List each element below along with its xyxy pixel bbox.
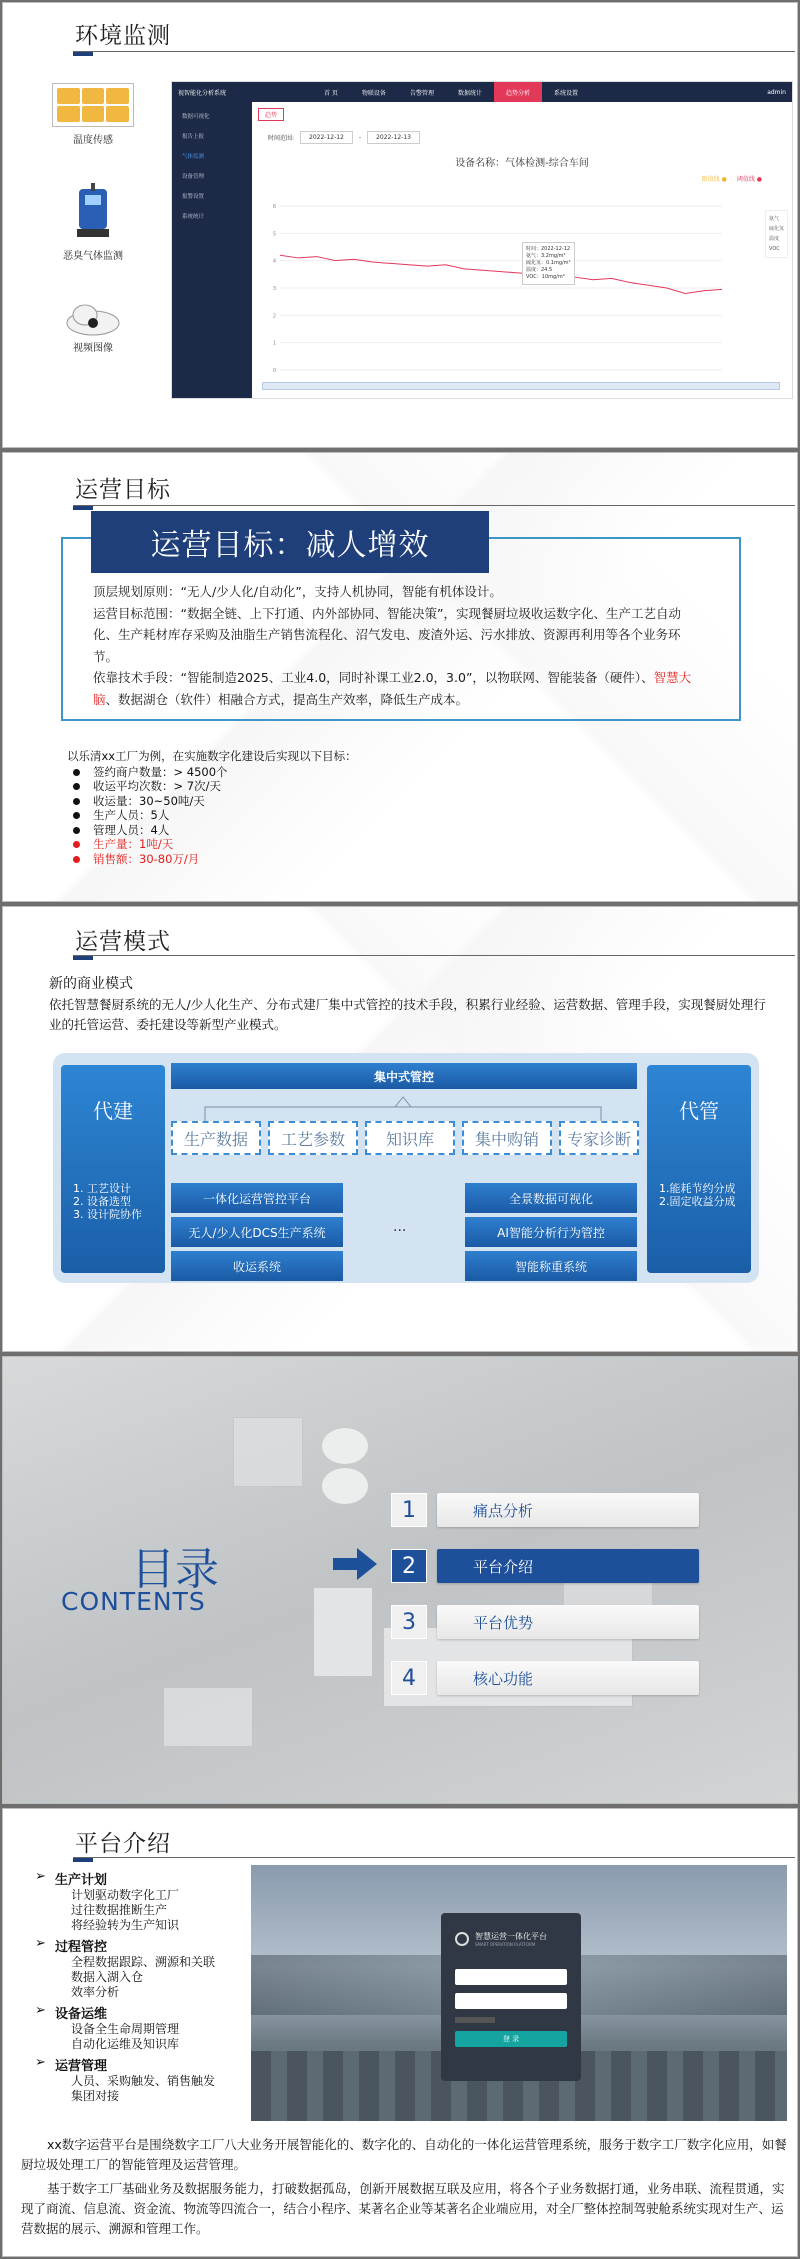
app-main (252, 102, 792, 398)
card-item: 3. 设计院协作 (73, 1208, 142, 1221)
app-tab[interactable]: 趋势 (258, 108, 284, 121)
end-date[interactable]: 2022-12-13 (367, 131, 420, 144)
slide-title: 运营模式 (75, 929, 171, 955)
target-item: 收运量：30~50吨/天 (67, 794, 357, 809)
side-item[interactable]: 报警设置 (182, 194, 205, 200)
title-divider (73, 505, 795, 506)
temperature-sensor (43, 83, 143, 146)
feature-group (35, 2055, 215, 2104)
goal-line-text: “智能制造2025、工业4.0，同时补课工业2.0，3.0”，以物联网、智能装备（硬件）、 (180, 670, 654, 685)
nav-trend[interactable]: 趋势分析 (494, 82, 542, 102)
title-divider (73, 1857, 795, 1858)
login-subtitle: SMART OPERATION PLATFORM (475, 1942, 536, 1947)
camera-image (63, 301, 123, 337)
password-input[interactable] (455, 1993, 567, 2009)
sensor-label: 视频图像 (73, 343, 113, 354)
feature-list (35, 1869, 215, 2107)
title-divider (73, 51, 795, 52)
chart-zoom-slider[interactable] (262, 382, 780, 390)
left-bar: 一体化运营管控平台 (171, 1183, 343, 1213)
y-tick-label: 4 (272, 258, 276, 265)
time-label: 时间范围: (268, 135, 295, 142)
legend-item[interactable]: 氨气 (768, 216, 779, 222)
build-card (61, 1065, 165, 1273)
goal-line-text: “无人/少人化/自动化”，支持人机协同，智能有机体设计。 (180, 584, 502, 599)
goal-line (93, 581, 705, 603)
legend-item[interactable]: 硫化氢 (768, 226, 784, 232)
y-tick-label: 0 (272, 368, 276, 374)
toc-item-core-functions[interactable]: 核心功能 (437, 1661, 699, 1695)
goal-text (93, 581, 705, 710)
legend-item[interactable]: 温度 (768, 236, 779, 242)
targets-list (67, 749, 357, 866)
tooltip-line: 时间：2022-12-12 (526, 246, 571, 252)
nav-settings[interactable]: 系统设置 (553, 89, 578, 97)
feature-item: 人员、采购触发、销售触发 (71, 2074, 216, 2088)
monitoring-app-screenshot (171, 81, 793, 399)
target-item: 签约商户数量：> 4500个 (67, 765, 357, 780)
tooltip-line: VOC：10mg/m³ (526, 274, 565, 280)
bracket (203, 1093, 603, 1123)
time-filter (268, 131, 792, 144)
slide-contents (2, 1356, 798, 1804)
toc-num: 4 (391, 1661, 427, 1695)
side-item[interactable]: 数据可视化 (182, 114, 210, 120)
card-item: 2. 设备选型 (73, 1195, 131, 1208)
mode-diagram (53, 1053, 759, 1283)
goal-line-label: 顶层规划原则： (93, 584, 181, 599)
side-item[interactable]: 设备管理 (182, 174, 205, 180)
right-bar: AI智能分析行为管控 (465, 1217, 637, 1247)
toc-num: 1 (391, 1493, 427, 1527)
card-item: 1.能耗节约分成 (659, 1182, 736, 1195)
odor-gas-monitor (43, 183, 143, 262)
legend-item[interactable]: VOC (768, 246, 780, 252)
side-item[interactable]: 气体监测 (182, 154, 205, 160)
section-heading: 新的商业模式 (49, 976, 133, 992)
login-panel (441, 1913, 581, 2081)
y-tick-label: 6 (272, 204, 276, 210)
nav-stats[interactable]: 数据统计 (457, 89, 482, 97)
login-title: 智慧运营一体化平台 (475, 1932, 547, 1941)
right-bar: 智能称重系统 (465, 1251, 637, 1281)
goal-line-label: 运营目标范围： (93, 605, 181, 621)
chip-production-data: 生产数据 (171, 1121, 261, 1155)
y-tick-label: 1 (272, 340, 276, 347)
target-item: 生产人员：5人 (67, 808, 357, 823)
toc-item-advantages[interactable]: 平台优势 (437, 1605, 699, 1639)
toc-item-pain-points[interactable]: 痛点分析 (437, 1493, 699, 1527)
slide-title: 平台介绍 (75, 1831, 171, 1857)
slide-title: 环境监测 (75, 23, 171, 49)
slide-title: 运营目标 (75, 477, 171, 503)
slide-environment-monitoring (2, 2, 798, 448)
target-item: 管理人员：4人 (67, 823, 357, 838)
goal-line (93, 603, 705, 668)
left-bar: 无人/少人化DCS生产系统 (171, 1217, 343, 1247)
goal-line-text: 、数据湖仓（软件）相融合方式，提高生产效率，降低生产成本。 (105, 691, 469, 707)
central-control-bar: 集中式管控 (171, 1063, 637, 1089)
feature-heading: ➢ 过程管控 (35, 1936, 215, 1955)
y-tick-label: 3 (272, 286, 276, 292)
nav-devices[interactable]: 物联设备 (361, 89, 386, 97)
chip-process-params: 工艺参数 (268, 1121, 358, 1155)
card-items (659, 1182, 751, 1208)
feature-group (35, 2003, 215, 2052)
date-sep: - (358, 134, 362, 141)
side-item[interactable]: 系统统计 (182, 214, 205, 220)
limit-line-toggle[interactable]: 限值线 ● (701, 176, 727, 183)
toc-num: 2 (391, 1549, 427, 1583)
goal-highlight: 智慧大脑 (93, 670, 692, 707)
card-item: 2.固定收益分成 (659, 1195, 736, 1208)
left-bar: 收运系统 (171, 1251, 343, 1281)
feature-heading: ➢ 运营管理 (35, 2055, 215, 2074)
contents-title: 目录 (131, 1544, 219, 1595)
target-item: 收运平均次数：> 7次/天 (67, 779, 357, 794)
nav-home[interactable]: 首 页 (324, 89, 338, 97)
feature-heading: ➢ 设备运维 (35, 2003, 215, 2022)
feature-item: 集团对接 (71, 2089, 120, 2103)
username-input[interactable] (455, 1969, 567, 1985)
goal-banner: 运营目标：减人增效 (91, 511, 489, 573)
gas-detector-image (73, 183, 113, 243)
toc-num: 3 (391, 1605, 427, 1639)
toc-item-platform-intro[interactable]: 平台介绍 (437, 1549, 699, 1583)
ellipsis: ... (393, 1219, 407, 1235)
sensor-label: 恶臭气体监测 (63, 251, 123, 262)
app-nav (312, 82, 590, 102)
goal-line-text: “数据全链、上下打通、内外部协同、智能决策”，实现餐厨垃圾收运数字化、生产工艺自动化、生产耗材库存采购及油脂生产销售流程化、沼气发电、废渣外运、污水排放、资源再利用等各个业务环节。 (93, 605, 681, 664)
feature-item: 效率分析 (71, 1985, 120, 1999)
y-tick-label: 5 (272, 231, 276, 238)
chart-tooltip (522, 242, 575, 285)
target-item-highlight: 销售额：30-80万/月 (67, 852, 357, 867)
manage-card (647, 1065, 751, 1273)
app-brand: 视智能化分析系统 (178, 89, 227, 97)
slide-operation-mode (2, 906, 798, 1352)
right-bar: 全景数据可视化 (465, 1183, 637, 1213)
start-date[interactable]: 2022-12-12 (300, 131, 353, 144)
feature-item: 将经验转为生产知识 (71, 1918, 180, 1932)
side-item[interactable]: 报告上报 (182, 134, 205, 140)
goal-line (93, 667, 705, 710)
sensor-label: 温度传感 (73, 135, 113, 146)
title-divider (73, 955, 795, 956)
targets-intro: 以乐清xx工厂为例，在实施数字化建设后实现以下目标： (67, 749, 357, 763)
feature-item: 设备全生命周期管理 (71, 2022, 180, 2036)
remember-checkbox[interactable] (455, 2017, 495, 2023)
feature-item: 数据入湖入仓 (71, 1970, 144, 1984)
card-item: 1. 工艺设计 (73, 1182, 131, 1195)
slide-operation-goals (2, 452, 798, 902)
intro-paragraph: 基于数字工厂基础业务及数据服务能力，打破数据孤岛，创新开展数据互联及应用，将各个子业务数据打通，业务串联、流程贯通，实现了商流、信息流、资金流、物流等四流合一，结合小程序、某著名企业等某著名企业端应用，对全厂整体控制驾驶舱系统实现对生产、运营数据的展示、溯源和管理工作。 (21, 2181, 785, 2236)
chip-central-purchase: 集中购销 (462, 1121, 552, 1155)
video-camera (43, 301, 143, 354)
chip-expert-diagnosis: 专家诊断 (559, 1121, 639, 1155)
goal-line-label: 依靠技术手段： (93, 670, 181, 685)
chart-options (702, 174, 762, 183)
tooltip-line: 氨气：3.2mg/m³ (526, 253, 566, 259)
nav-alarms[interactable]: 告警管理 (409, 89, 434, 97)
login-button[interactable]: 登 录 (455, 2031, 567, 2047)
chip-knowledge-base: 知识库 (365, 1121, 455, 1155)
slide-platform-intro (2, 1808, 798, 2257)
feature-group (35, 1936, 215, 2000)
card-title: 代管 (679, 1099, 719, 1123)
contents-title-en: CONTENTS (61, 1587, 206, 1616)
tooltip-line: 温度：24.5 (526, 267, 553, 273)
login-header (455, 1931, 581, 1947)
intro-paragraph: xx数字运营平台是围绕数字工厂八大业务开展智能化的、数字化的、自动化的一体化运营管理系统，服务于数字工厂数字化应用，如餐厨垃圾处理工厂的智能管理及运营管理。 (21, 2137, 787, 2172)
chart-legend (765, 210, 788, 258)
target-item-highlight: 生产量：1吨/天 (67, 837, 357, 852)
feature-item: 全程数据跟踪、溯源和关联 (71, 1955, 216, 1969)
feature-group (35, 1869, 215, 1933)
y-tick-label: 2 (272, 313, 276, 320)
section-description: 依托智慧餐厨系统的无人/少人化生产、分布式建厂集中式管控的技术手段，积累行业经验、运营数据、管理手段，实现餐厨处理行业的托管运营、委托建设等新型产业模式。 (49, 997, 766, 1032)
threshold-line-toggle[interactable]: 阈值线 ● (736, 176, 762, 183)
logo-icon (455, 1932, 469, 1946)
feature-item: 计划驱动数字化工厂 (71, 1888, 180, 1902)
feature-item: 自动化运维及知识库 (71, 2037, 180, 2051)
arrow-right-icon (333, 1548, 377, 1580)
feature-heading: ➢ 生产计划 (35, 1869, 215, 1888)
app-sidebar (172, 102, 252, 398)
app-user[interactable]: admin (767, 88, 786, 96)
chart-title: 设备名称：气体检测-综合车间 (455, 158, 589, 169)
card-title: 代建 (93, 1099, 133, 1123)
login-screenshot (251, 1865, 787, 2121)
tooltip-line: 硫化氢：0.1mg/m³ (526, 260, 571, 266)
sensor-tray-image (52, 83, 134, 127)
app-topbar (172, 82, 792, 102)
trend-chart (262, 198, 732, 378)
card-items (73, 1182, 165, 1221)
feature-item: 过往数据推断生产 (71, 1903, 168, 1917)
